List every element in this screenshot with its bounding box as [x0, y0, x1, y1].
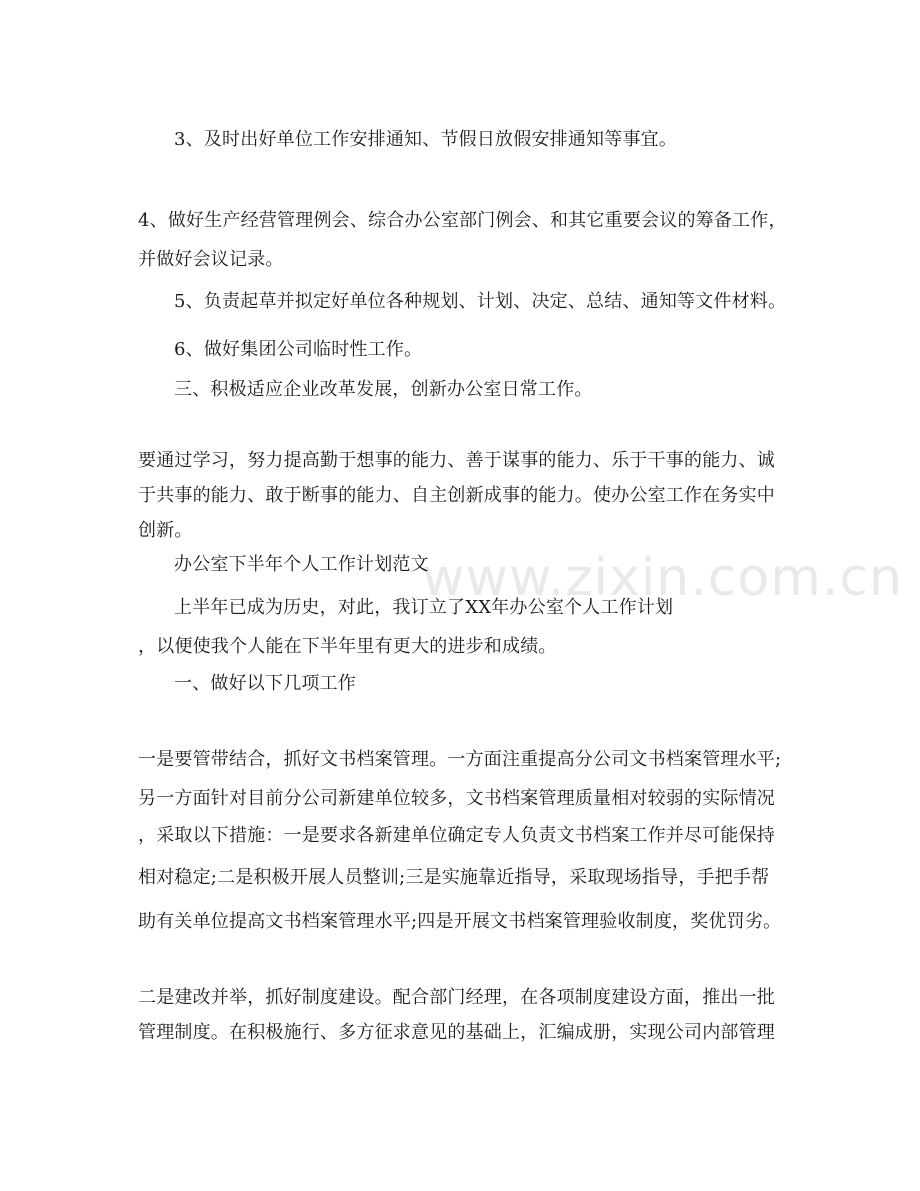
paragraph-line: 创新。 [138, 520, 193, 541]
paragraph-line: 3、及时出好单位工作安排通知、节假日放假安排通知等事宜。 [174, 129, 678, 150]
paragraph-line: 5、负责起草并拟定好单位各种规划、计划、决定、总结、通知等文件材料。 [174, 291, 787, 312]
paragraph-line: 4、做好生产经营管理例会、综合办公室部门例会、和其它重要会议的筹备工作， [138, 210, 787, 231]
paragraph-line: 相对稳定;二是积极开展人员整训;三是实施靠近指导，采取现场指导，手把手帮 [138, 867, 770, 888]
paragraph-line: 要通过学习，努力提高勤于想事的能力、善于谋事的能力、乐于干事的能力、诚 [138, 450, 775, 471]
paragraph-line: 二是建改并举，抓好制度建设。配合部门经理，在各项制度建设方面，推出一批 [138, 987, 775, 1008]
paragraph-line: 上半年已成为历史，对此，我订立了XX年办公室个人工作计划 [174, 597, 674, 618]
paragraph-line: 另一方面针对目前分公司新建单位较多，文书档案管理质量相对较弱的实际情况 [138, 788, 775, 809]
paragraph-line: 办公室下半年个人工作计划范文 [174, 554, 429, 575]
paragraph-line: 管理制度。在积极施行、多方征求意见的基础上，汇编成册，实现公司内部管理 [138, 1022, 775, 1043]
paragraph-line: 一是要管带结合，抓好文书档案管理。一方面注重提高分公司文书档案管理水平; [138, 749, 782, 770]
paragraph-line: ，采取以下措施：一是要求各新建单位确定专人负责文书档案工作并尽可能保持 [138, 825, 775, 846]
paragraph-line: 并做好会议记录。 [138, 249, 284, 270]
paragraph-line: 一、做好以下几项工作 [174, 673, 356, 694]
paragraph-line: ，以便使我个人能在下半年里有更大的进步和成绩。 [138, 636, 557, 657]
paragraph-line: 于共事的能力、敢于断事的能力、自主创新成事的能力。使办公室工作在务实中 [138, 485, 775, 506]
paragraph-line: 三、积极适应企业改革发展，创新办公室日常工作。 [174, 379, 593, 400]
paragraph-line: 6、做好集团公司临时性工作。 [174, 339, 423, 360]
paragraph-line: 助有关单位提高文书档案管理水平;四是开展文书档案管理验收制度，奖优罚劣。 [138, 911, 782, 932]
watermark: www.zixin.com.cn [422, 548, 903, 608]
